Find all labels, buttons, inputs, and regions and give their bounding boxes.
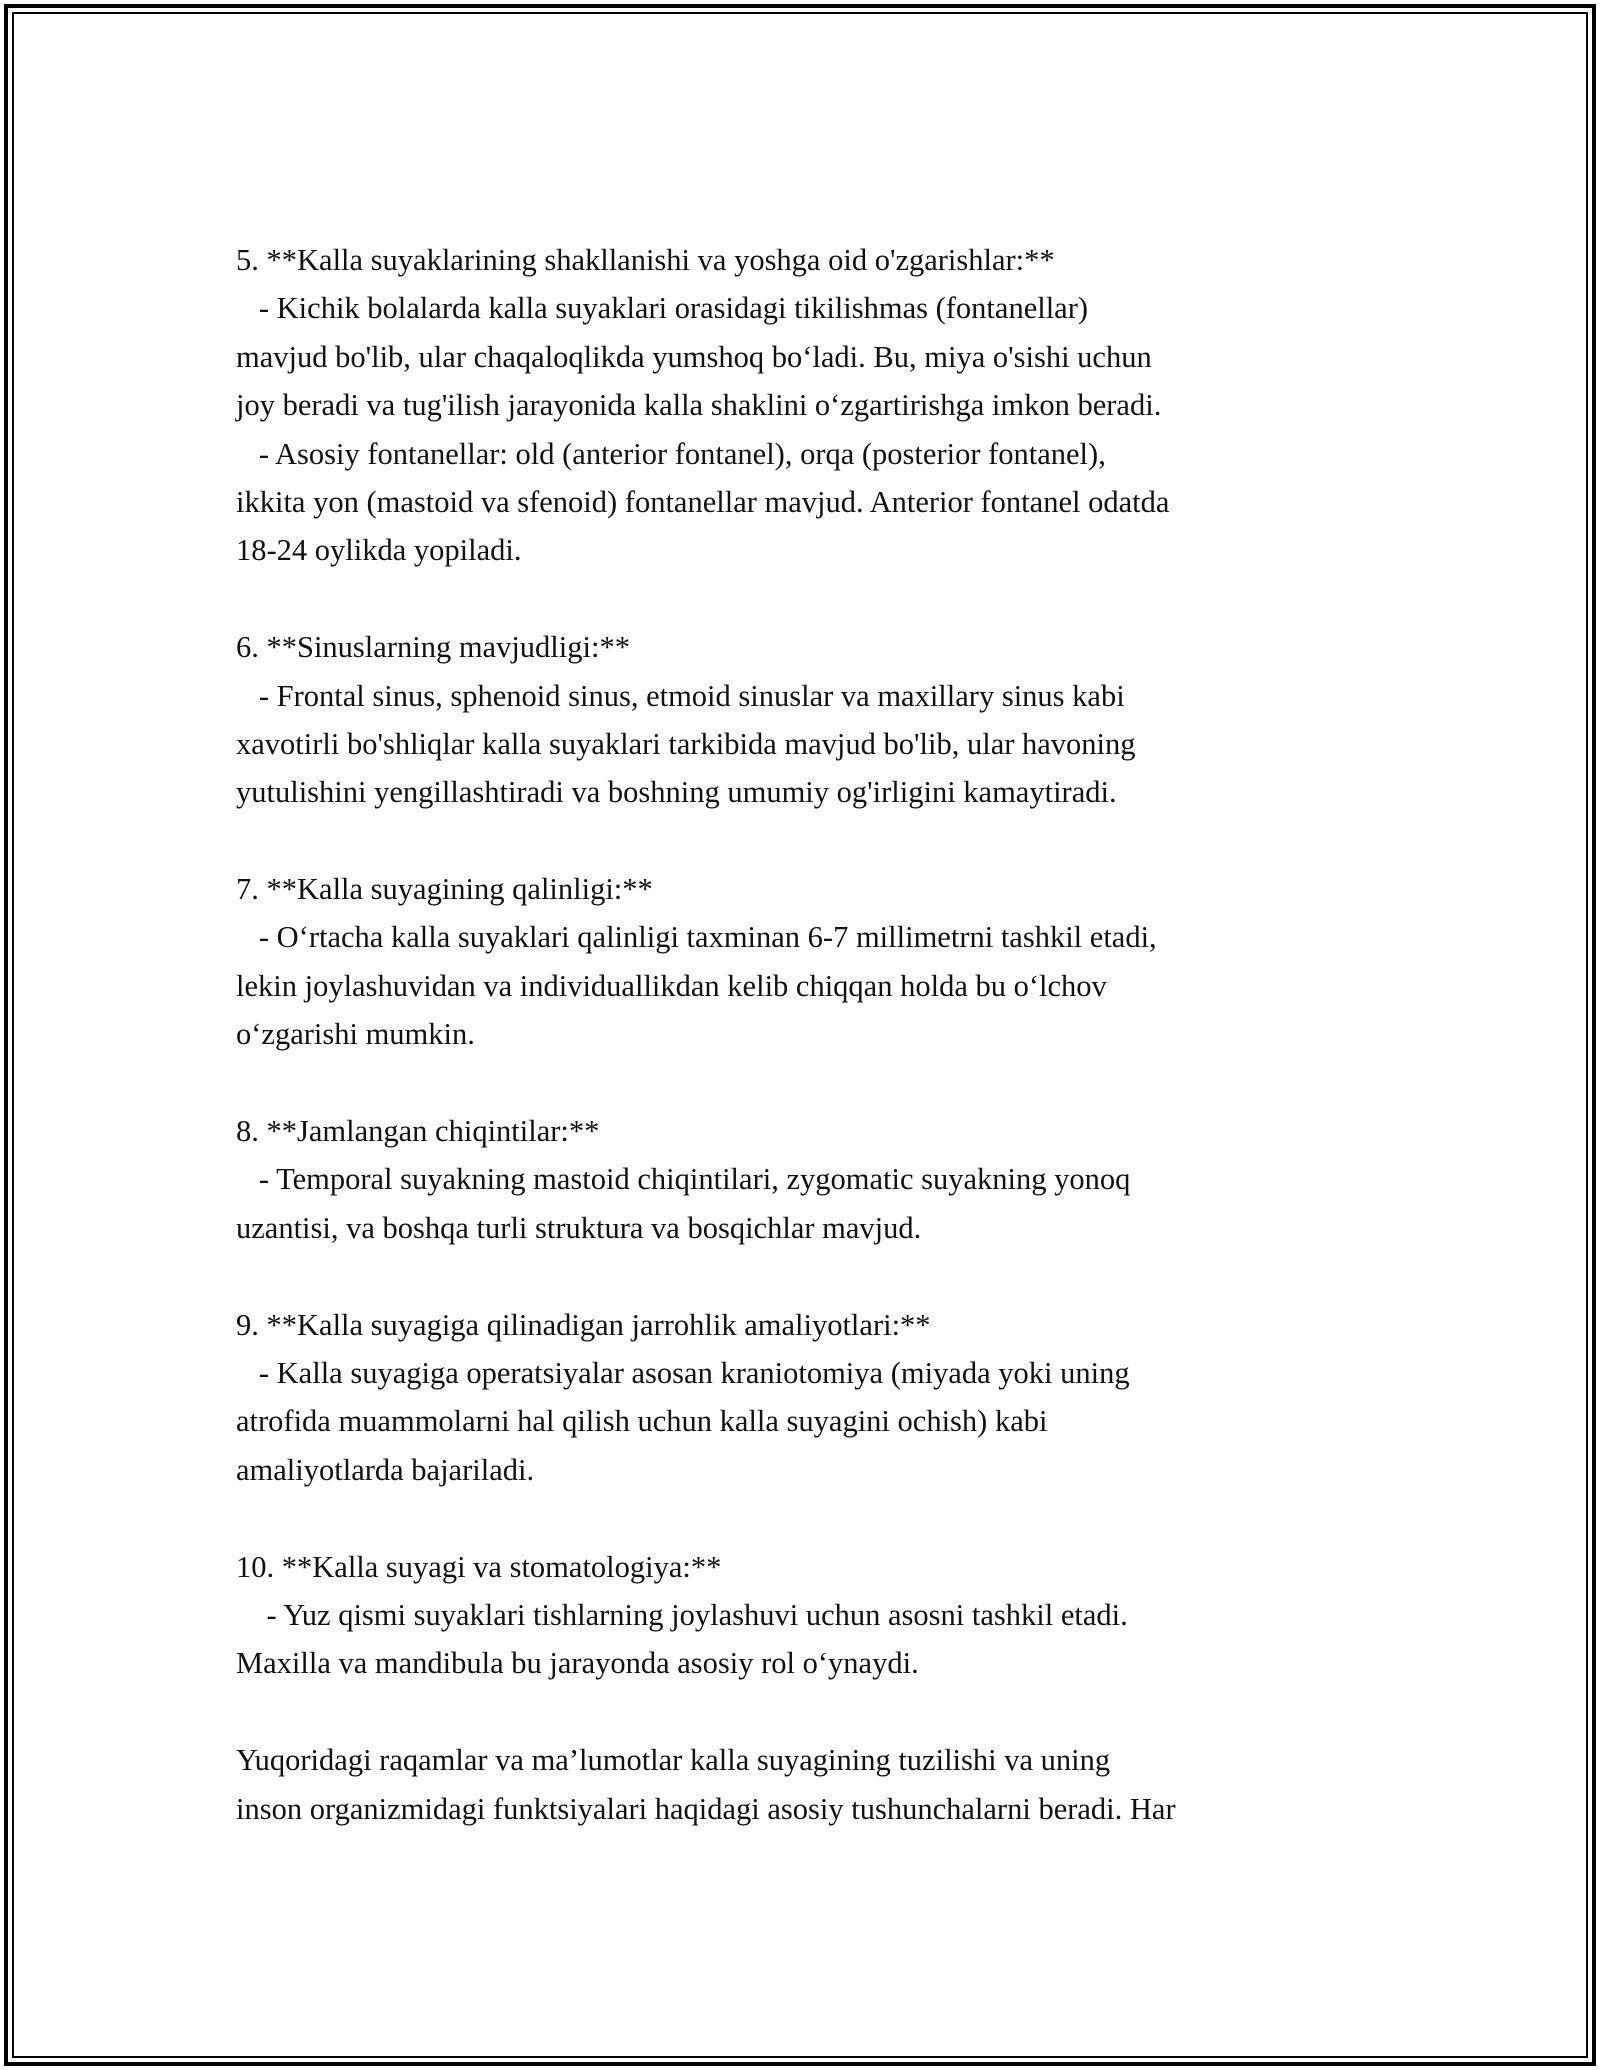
section-6 — [236, 623, 1376, 817]
text-line: Yuqoridagi raqamlar va ma’lumotlar kalla suyagining tuzilishi va uning — [236, 1743, 1111, 1778]
paragraph-gap — [236, 817, 1376, 865]
closing-paragraph — [236, 1736, 1376, 1833]
text-line: - O‘rtacha kalla suyaklari qalinligi taxminan 6-7 millimetrni tashkil etadi, — [236, 920, 1157, 955]
text-line: o‘zgarishi mumkin. — [236, 1017, 475, 1052]
text-line: - Frontal sinus, sphenoid sinus, etmoid sinuslar va maxillary sinus kabi — [236, 678, 1125, 713]
text-line: - Temporal suyakning mastoid chiqintilari, zygomatic suyakning yonoq — [236, 1162, 1131, 1197]
section-7 — [236, 865, 1376, 1059]
section-9 — [236, 1301, 1376, 1495]
paragraph-gap — [236, 575, 1376, 623]
text-line: inson organizmidagi funktsiyalari haqidagi asosiy tushunchalarni beradi. Har — [236, 1791, 1176, 1826]
text-line: - Kalla suyagiga operatsiyalar asosan kraniotomiya (miyada yoki uning — [236, 1355, 1130, 1390]
section-8 — [236, 1107, 1376, 1252]
text-line: - Kichik bolalarda kalla suyaklari orasidagi tikilishmas (fontanellar) — [236, 291, 1089, 326]
text-line: xavotirli bo'shliqlar kalla suyaklari tarkibida mavjud bo'lib, ular havoning — [236, 726, 1136, 761]
text-line: - Asosiy fontanellar: old (anterior fontanel), orqa (posterior fontanel), — [236, 436, 1106, 471]
section-heading: 5. **Kalla suyaklarining shakllanishi va yoshga oid o'zgarishlar:** — [236, 243, 1055, 277]
text-line: Maxilla va mandibula bu jarayonda asosiy rol o‘ynaydi. — [236, 1646, 919, 1681]
paragraph-gap — [236, 1252, 1376, 1300]
text-line: yutulishini yengillashtiradi va boshning umumiy og'irligini kamaytiradi. — [236, 775, 1117, 810]
text-line: ikkita yon (mastoid va sfenoid) fontanellar mavjud. Anterior fontanel odatda — [236, 484, 1170, 519]
section-10 — [236, 1543, 1376, 1688]
paragraph-gap — [236, 1494, 1376, 1542]
text-line: joy beradi va tug'ilish jarayonida kalla shaklini o‘zgartirishga imkon beradi. — [236, 388, 1162, 423]
text-line: lekin joylashuvidan va individuallikdan kelib chiqqan holda bu o‘lchov — [236, 968, 1107, 1003]
paragraph-gap — [236, 1059, 1376, 1107]
section-heading: 7. **Kalla suyagining qalinligi:** — [236, 872, 653, 907]
section-heading: 10. **Kalla suyagi va stomatologiya:** — [236, 1549, 722, 1584]
section-heading: 8. **Jamlangan chiqintilar:** — [236, 1114, 600, 1149]
text-line: 18-24 oylikda yopiladi. — [236, 533, 522, 568]
text-line: amaliyotlarda bajariladi. — [236, 1452, 535, 1487]
document-body — [236, 236, 1376, 1833]
text-line: mavjud bo'lib, ular chaqaloqlikda yumshoq bo‘ladi. Bu, miya o'sishi uchun — [236, 339, 1152, 374]
section-heading: 6. **Sinuslarning mavjudligi:** — [236, 630, 630, 665]
paragraph-gap — [236, 1688, 1376, 1736]
text-line: uzantisi, va boshqa turli struktura va bosqichlar mavjud. — [236, 1210, 922, 1245]
text-line: atrofida muammolarni hal qilish uchun kalla suyagini ochish) kabi — [236, 1404, 1048, 1439]
section-heading: 9. **Kalla suyagiga qilinadigan jarrohlik amaliyotlari:** — [236, 1307, 931, 1342]
section-5 — [236, 236, 1376, 575]
text-line: - Yuz qismi suyaklari tishlarning joylashuvi uchun asosni tashkil etadi. — [236, 1597, 1128, 1632]
